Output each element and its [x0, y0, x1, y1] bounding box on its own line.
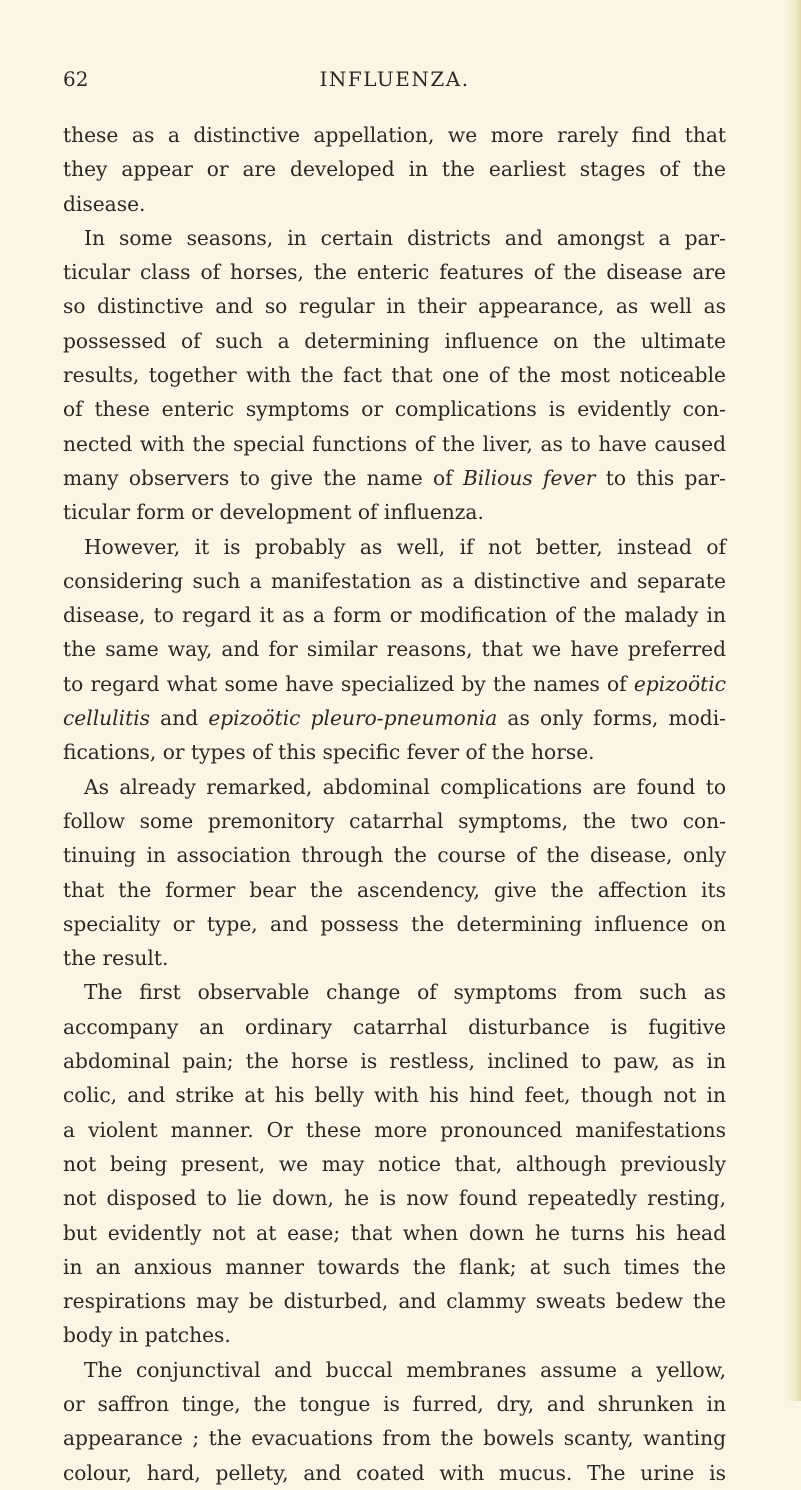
text-line: abdominal pain; the horse is restless, inclined to paw, as in [63, 1049, 726, 1074]
text-line: appearance ; the evacuations from the bowels scanty, wanting [63, 1426, 726, 1451]
text-line: fications, or types of this specific fever of the horse. [63, 740, 595, 765]
text-segment: many observers to give the name of [63, 465, 463, 490]
text-line: colic, and strike at his belly with his hind feet, though not in [63, 1083, 726, 1108]
text-line: of these enteric symptoms or complications is evidently con- [63, 397, 726, 422]
text-line: not being present, we may notice that, although previously [63, 1151, 726, 1176]
text-line: ticular form or development of influenza. [63, 500, 484, 525]
page-edge-shadow [785, 0, 801, 1401]
text-line: disease, to regard it as a form or modification of the malady in [63, 603, 726, 628]
text-line: In some seasons, in certain districts and amongst a par- [84, 225, 726, 250]
text-line: tinuing in association through the course of the disease, only [63, 843, 726, 868]
text-segment: to this par- [595, 465, 726, 490]
text-line: However, it is probably as well, if not better, instead of [84, 534, 726, 559]
text-line: considering such a manifestation as a distinctive and separate [63, 568, 726, 593]
text-line: results, together with the fact that one of the most noticeable [63, 363, 726, 388]
italic-term: epizoötic pleuro-pneumonia [208, 706, 498, 731]
text-line [63, 461, 726, 495]
text-line: they appear or are developed in the earliest stages of the [63, 157, 726, 182]
text-line: The first observable change of symptoms from such as [84, 980, 726, 1005]
text-segment: to regard what some have specialized by the names of [63, 671, 634, 696]
text-line: possessed of such a determining influence on the ultimate [63, 328, 726, 353]
text-line [63, 701, 726, 735]
text-line: nected with the special functions of the liver, as to have caused [63, 431, 726, 456]
italic-term: cellulitis [63, 706, 151, 731]
text-line: follow some premonitory catarrhal symptoms, the two con- [63, 808, 726, 833]
text-segment: as only forms, modi- [497, 706, 727, 731]
page-header [63, 62, 726, 96]
text-line: but evidently not at ease; that when down he turns his head [63, 1220, 726, 1245]
text-line: these as a distinctive appellation, we more rarely find that [63, 123, 726, 147]
body-text [63, 118, 726, 1490]
text-line: or saffron tinge, the tongue is furred, dry, and shrunken in [63, 1391, 726, 1416]
text-line: the result. [63, 946, 169, 971]
text-line: a violent manner. Or these more pronounced manifestations [63, 1117, 726, 1142]
text-line [63, 667, 726, 701]
text-line: in an anxious manner towards the flank; at such times the [63, 1254, 726, 1279]
text-line: body in patches. [63, 1323, 231, 1348]
text-line: colour, hard, pellety, and coated with mucus. The urine is [63, 1460, 726, 1485]
text-line: that the former bear the ascendency, give the affection its [63, 877, 726, 902]
text-line: ticular class of horses, the enteric features of the disease are [63, 260, 726, 285]
italic-term: Bilious fever [462, 465, 596, 490]
text-line: the same way, and for similar reasons, that we have preferred [63, 637, 726, 662]
italic-term: epizoötic [633, 671, 726, 696]
running-title: INFLUENZA. [319, 67, 470, 91]
text-line: accompany an ordinary catarrhal disturbance is fugitive [63, 1014, 726, 1039]
text-line: As already remarked, abdominal complications are found to [84, 774, 726, 799]
text-line: respirations may be disturbed, and clammy sweats bedew the [63, 1289, 726, 1314]
page-number: 62 [63, 67, 89, 91]
text-line: The conjunctival and buccal membranes assume a yellow, [84, 1357, 726, 1382]
text-line: disease. [63, 191, 146, 216]
text-segment: and [150, 706, 209, 731]
text-line: so distinctive and so regular in their appearance, as well as [63, 294, 726, 319]
text-line: speciality or type, and possess the determining influence on [63, 911, 726, 936]
text-line: not disposed to lie down, he is now found repeatedly resting, [63, 1186, 726, 1211]
